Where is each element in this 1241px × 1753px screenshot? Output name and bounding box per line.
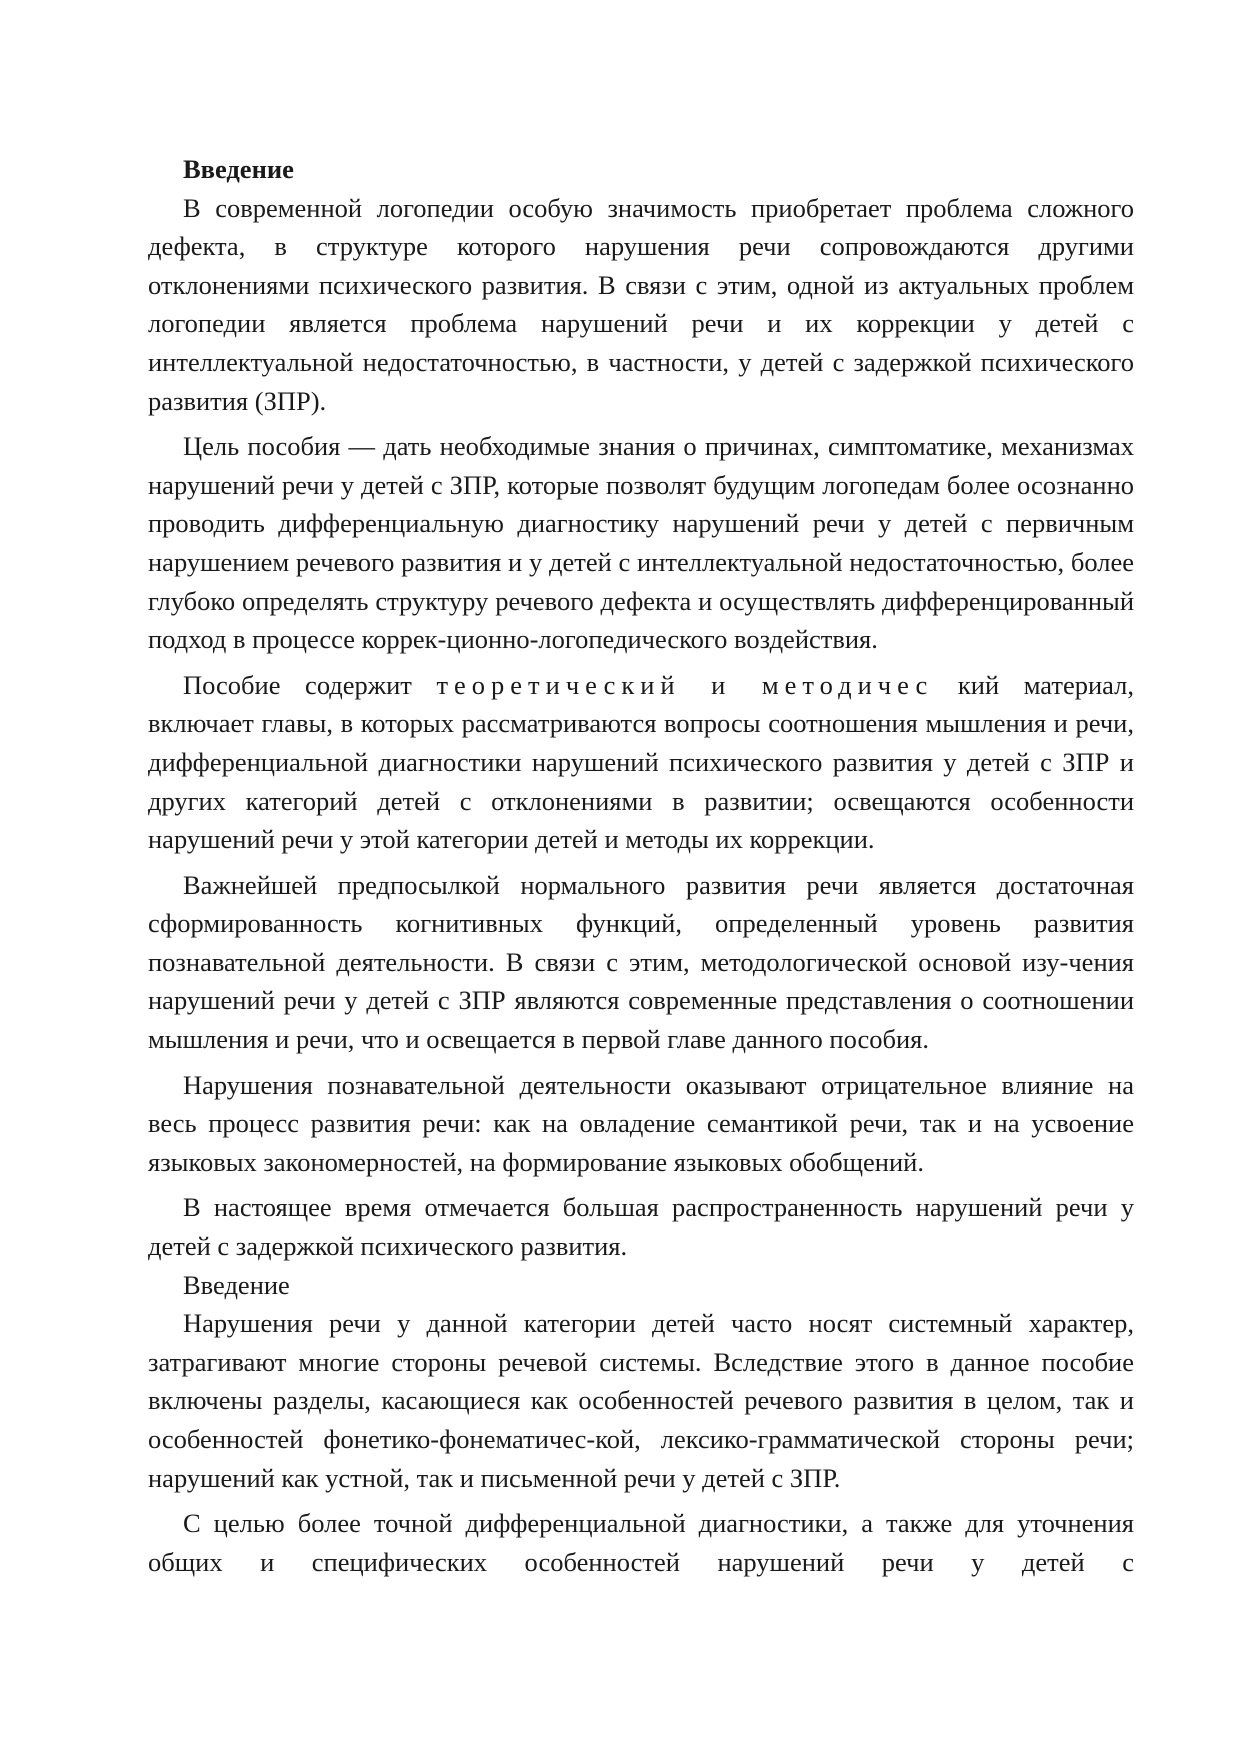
paragraph-3-spaced: теоретический и методичес — [436, 669, 934, 700]
paragraph-5: Нарушения познавательной деятельности оказывают отрицательное влияние на весь процесс развития речи: как на овладение семантикой речи, так и на усвоение языковых закономерностей, на формирование языковых обобщений. — [148, 1069, 1134, 1177]
paragraph-3-start: Пособие содержит — [183, 669, 437, 700]
document-page — [148, 150, 1134, 1581]
section-subheading: Введение — [183, 1269, 290, 1300]
paragraph-7: Нарушения речи у данной категории детей часто носят системный характер, затрагивают многие стороны речевой системы. Вследствие этого в данное пособие включены разделы, касающиеся как особенностей речевого развития в целом, так и особенностей фонетико-фонематичес-кой, лексико-грамматической стороны речи; нарушений как устной, так и письменной речи у детей с ЗПР. — [148, 1308, 1134, 1493]
paragraph-6: В настоящее время отмечается большая распространенность нарушений речи у детей с задержкой психического развития. — [148, 1192, 1134, 1262]
paragraph-8: С целью более точной дифференциальной диагностики, а также для уточнения общих и специфических особенностей нарушений речи у детей с — [148, 1508, 1134, 1577]
paragraph-1: В современной логопедии особую значимость приобретает проблема сложного дефекта, в структуре которого нарушения речи сопровождаются другими отклонениями психического развития. В связи с этим, одной из актуальных проблем логопедии является проблема нарушений речи и их коррекции у детей с интеллектуальной недостаточностью, в частности, у детей с задержкой психического развития (ЗПР). — [148, 192, 1134, 416]
paragraph-3-end: кий материал, включает главы, в которых рассматриваются вопросы соотношения мышления и речи, дифференциальной диагностики нарушений психического развития у детей с ЗПР и других категорий детей с отклонениями в развитии; освещаются особенности нарушений речи у этой категории детей и методы их коррекции. — [148, 669, 1134, 855]
paragraph-2: Цель пособия — дать необходимые знания о причинах, симптоматике, механизмах нарушений речи у детей с ЗПР, которые позволят будущим логопедам более осознанно проводить дифференциальную диагностику нарушений речи у детей с первичным нарушением речевого развития и у детей с интеллектуальной недостаточностью, более глубоко определять структуру речевого дефекта и осуществлять дифференцированный подход в процессе коррек-ционно-логопедического воздействия. — [148, 431, 1134, 655]
section-heading: Введение — [183, 154, 294, 184]
paragraph-4: Важнейшей предпосылкой нормального развития речи является достаточная сформированность когнитивных функций, определенный уровень развития познавательной деятельности. В связи с этим, методологической основой изу-чения нарушений речи у детей с ЗПР являются современные представления о соотношении мышления и речи, что и освещается в первой главе данного пособия. — [148, 869, 1134, 1055]
paragraph-3 — [148, 666, 1134, 859]
